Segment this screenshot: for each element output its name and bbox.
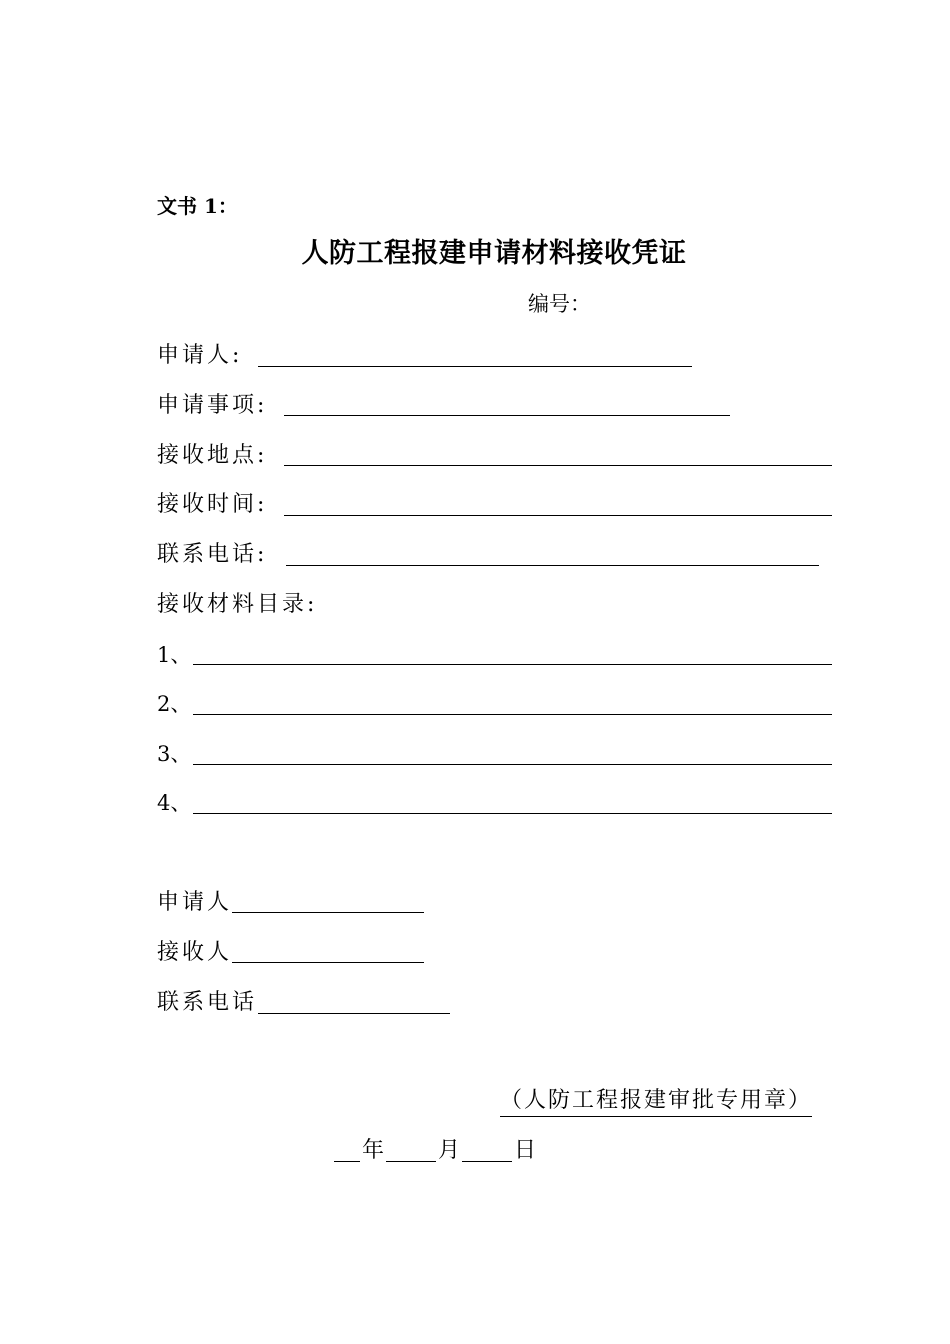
material-item-1-number: 1、 xyxy=(157,643,192,667)
material-item-3-line[interactable] xyxy=(193,764,832,765)
date-day-line[interactable] xyxy=(462,1161,512,1162)
material-item-3-number: 3、 xyxy=(157,742,192,766)
serial-number-label: 编号： xyxy=(528,292,591,316)
material-item-4-line[interactable] xyxy=(193,813,832,814)
material-item-4-number: 4、 xyxy=(157,791,192,815)
phone-blank-line[interactable] xyxy=(286,565,819,566)
date-month-line[interactable] xyxy=(386,1161,436,1162)
time-blank-line[interactable] xyxy=(284,515,832,516)
material-item-2-line[interactable] xyxy=(193,714,832,715)
phone-label: 联系电话: xyxy=(157,542,268,567)
document-number-label: 文书 1： xyxy=(157,194,238,218)
matter-label: 申请事项: xyxy=(157,393,268,418)
signature-applicant-line[interactable] xyxy=(232,912,424,913)
date-day-label: 日 xyxy=(514,1138,537,1163)
material-item-1-line[interactable] xyxy=(193,664,832,665)
signature-phone-line[interactable] xyxy=(258,1013,450,1014)
signature-receiver-line[interactable] xyxy=(232,962,424,963)
time-label: 接收时间: xyxy=(157,492,268,517)
materials-list-label: 接收材料目录: xyxy=(157,592,318,617)
date-month-label: 月 xyxy=(438,1138,461,1163)
date-year-line[interactable] xyxy=(334,1161,360,1162)
official-seal-text: （人防工程报建审批专用章） xyxy=(500,1090,812,1117)
location-blank-line[interactable] xyxy=(284,465,832,466)
applicant-blank-line[interactable] xyxy=(258,366,692,367)
material-item-2-number: 2、 xyxy=(157,692,192,716)
location-label: 接收地点: xyxy=(157,443,268,468)
signature-receiver-label: 接收人 xyxy=(157,940,233,965)
signature-applicant-label: 申请人 xyxy=(157,890,233,915)
document-title: 人防工程报建申请材料接收凭证 xyxy=(301,238,687,269)
applicant-label: 申请人: xyxy=(157,343,243,368)
signature-phone-label: 联系电话 xyxy=(157,990,258,1015)
date-year-label: 年 xyxy=(362,1138,385,1163)
matter-blank-line[interactable] xyxy=(284,415,730,416)
